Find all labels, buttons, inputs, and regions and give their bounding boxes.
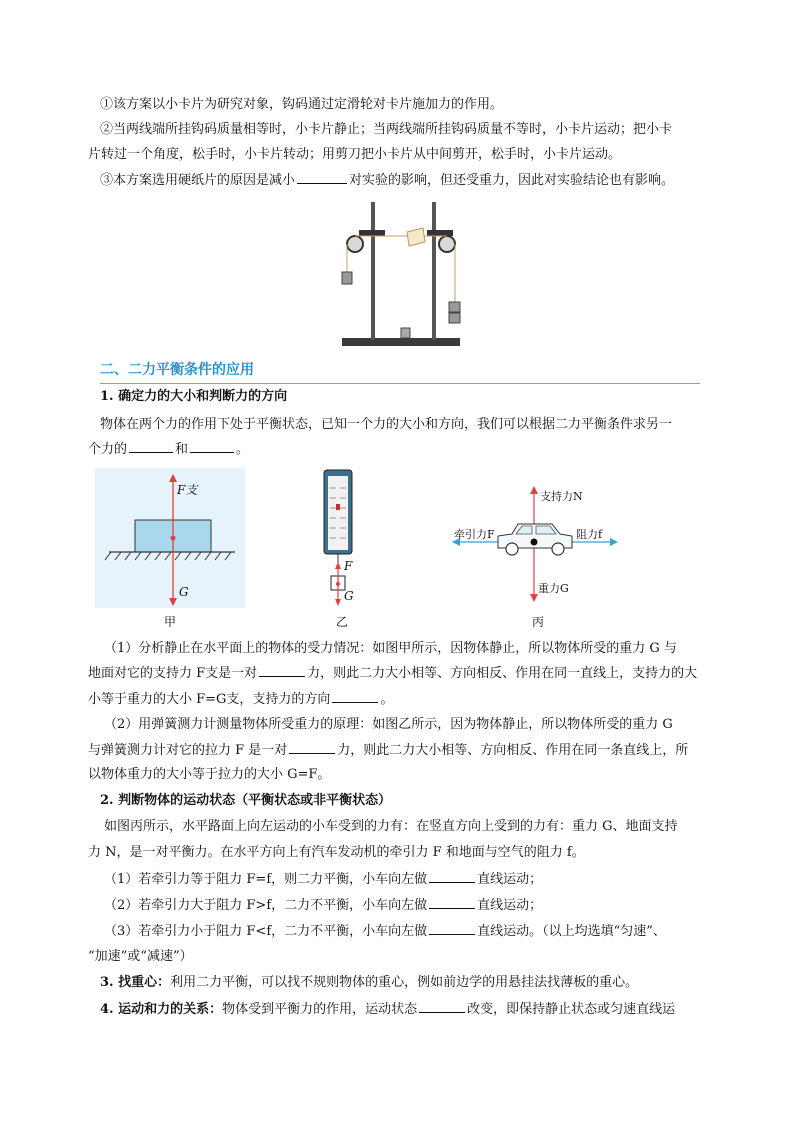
text-line: 如图丙所示，水平路面上向左运动的小车受到的力有：在竖直方向上受到的力有：重力 G、地面支持 xyxy=(104,819,678,834)
item-heading: 1. 确定力的大小和判断力的方向 xyxy=(100,389,288,404)
text-line xyxy=(104,894,542,917)
fill-blank[interactable] xyxy=(332,688,378,703)
text-span: 小等于重力的大小 F=G支，支持力的方向 xyxy=(88,692,331,707)
text-span: （2）若牵引力大于阻力 F>f，二力不平衡，小车向左做 xyxy=(104,898,428,913)
fill-blank[interactable] xyxy=(289,739,335,754)
text-line xyxy=(100,998,675,1021)
force-label-pull: F xyxy=(344,559,353,573)
pulley-apparatus-figure xyxy=(337,200,465,350)
text-span: 物体受到平衡力的作用，运动状态 xyxy=(222,1002,418,1017)
force-label-gravity: 重力G xyxy=(538,582,569,595)
text-span: 直线运动。（以上均选填“匀速”、 xyxy=(477,924,666,939)
fill-blank[interactable] xyxy=(429,894,475,909)
pulley-right-icon xyxy=(439,236,455,252)
text-line: 物体在两个力的作用下处于平衡状态，已知一个力的大小和方向，我们可以根据二力平衡条件求另一 xyxy=(100,417,673,432)
text-span: 利用二力平衡，可以找不规则物体的重心，例如前边学的用悬挂法找薄板的重心。 xyxy=(170,975,639,990)
text-line xyxy=(104,868,542,891)
figure-jia xyxy=(95,468,245,608)
text-span: 。 xyxy=(380,692,394,707)
text-span: 直线运动； xyxy=(477,872,543,887)
text-span: 与弹簧测力计对它的拉力 F 是一对 xyxy=(88,743,288,758)
text-line xyxy=(88,688,393,711)
pulley-left-icon xyxy=(347,236,363,252)
fill-blank[interactable] xyxy=(190,438,234,453)
weight-icon xyxy=(449,313,460,323)
text-line: “加速”或“减速”） xyxy=(88,949,193,964)
text-span: 个力的 xyxy=(88,442,128,457)
text-line xyxy=(104,920,666,943)
text-span: 力，则此二力大小相等、方向相反、作用在同一条直线上，所 xyxy=(337,743,689,758)
text-line xyxy=(100,972,638,994)
fill-blank[interactable] xyxy=(297,169,347,184)
force-label-support: F支 xyxy=(177,483,198,497)
text-span: （3）若牵引力小于阻力 F<f，二力不平衡，小车向左做 xyxy=(104,924,428,939)
section-divider xyxy=(100,383,700,384)
text-span: 和 xyxy=(175,442,189,457)
figure-caption: 甲 xyxy=(164,615,177,629)
fill-blank[interactable] xyxy=(259,662,305,677)
text-line: 以物体重力的大小等于拉力的大小 G=F。 xyxy=(88,767,331,782)
figure-caption: 乙 xyxy=(336,615,349,629)
text-span: 地面对它的支持力 F支是一对 xyxy=(88,666,258,681)
item-heading: 2. 判断物体的运动状态（平衡状态或非平衡状态） xyxy=(100,793,392,808)
force-label-gravity: G xyxy=(344,589,354,603)
fill-blank[interactable] xyxy=(429,920,475,935)
text-span: 。 xyxy=(236,442,250,457)
text-line: 片转过一个角度，松手时，小卡片转动；用剪刀把小卡片从中间剪开，松手时，小卡片运动。 xyxy=(88,147,622,162)
figure-bing xyxy=(452,478,622,608)
fill-blank[interactable] xyxy=(419,998,465,1013)
force-label-resistance: 阻力f xyxy=(576,528,603,541)
text-span: 力，则此二力大小相等、方向相反、作用在同一直线上，支持力的大 xyxy=(307,666,698,681)
text-line xyxy=(88,739,688,762)
text-span: 改变，即保持静止状态或匀速直线运 xyxy=(467,1002,676,1017)
fill-blank[interactable] xyxy=(429,868,475,883)
text-line: （1）分析静止在水平面上的物体的受力情况：如图甲所示，因物体静止，所以物体所受的重力 G 与 xyxy=(104,641,677,656)
text-line xyxy=(100,169,674,192)
text-line: ①该方案以小卡片为研究对象，钩码通过定滑轮对卡片施加力的作用。 xyxy=(100,97,504,112)
item-heading: 3. 找重心： xyxy=(100,975,171,990)
text-line xyxy=(88,662,697,685)
weight-icon xyxy=(342,272,352,284)
text-line: 力 N，是一对平衡力。在水平方向上有汽车发动机的牵引力 F 和地面与空气的阻力 f。 xyxy=(88,845,585,860)
text-line: ②当两线端所挂钩码质量相等时，小卡片静止；当两线端所挂钩码质量不等时，小卡片运动；把小卡 xyxy=(100,122,673,137)
weight-icon xyxy=(401,328,410,338)
figure-yi xyxy=(318,468,368,608)
force-label-traction: 牵引力F xyxy=(454,528,495,541)
section-title: 二、二力平衡条件的应用 xyxy=(100,361,254,377)
text-span: （1）若牵引力等于阻力 F=f，则二力平衡，小车向左做 xyxy=(104,872,428,887)
item-heading: 4. 运动和力的关系： xyxy=(100,1002,223,1017)
text-line xyxy=(88,438,249,461)
weight-icon xyxy=(449,302,460,312)
force-label-gravity: G xyxy=(179,585,189,599)
text-span: 直线运动； xyxy=(477,898,543,913)
text-line: （2）用弹簧测力计测量物体所受重力的原理：如图乙所示，因为物体静止，所以物体所受的重力 G xyxy=(104,717,673,732)
force-label-support: 支持力N xyxy=(540,490,583,503)
fill-blank[interactable] xyxy=(129,438,173,453)
text-span: ③本方案选用硬纸片的原因是减小 xyxy=(100,173,296,188)
text-span: 对实验的影响，但还受重力，因此对实验结论也有影响。 xyxy=(349,173,675,188)
figure-caption: 丙 xyxy=(532,615,545,629)
